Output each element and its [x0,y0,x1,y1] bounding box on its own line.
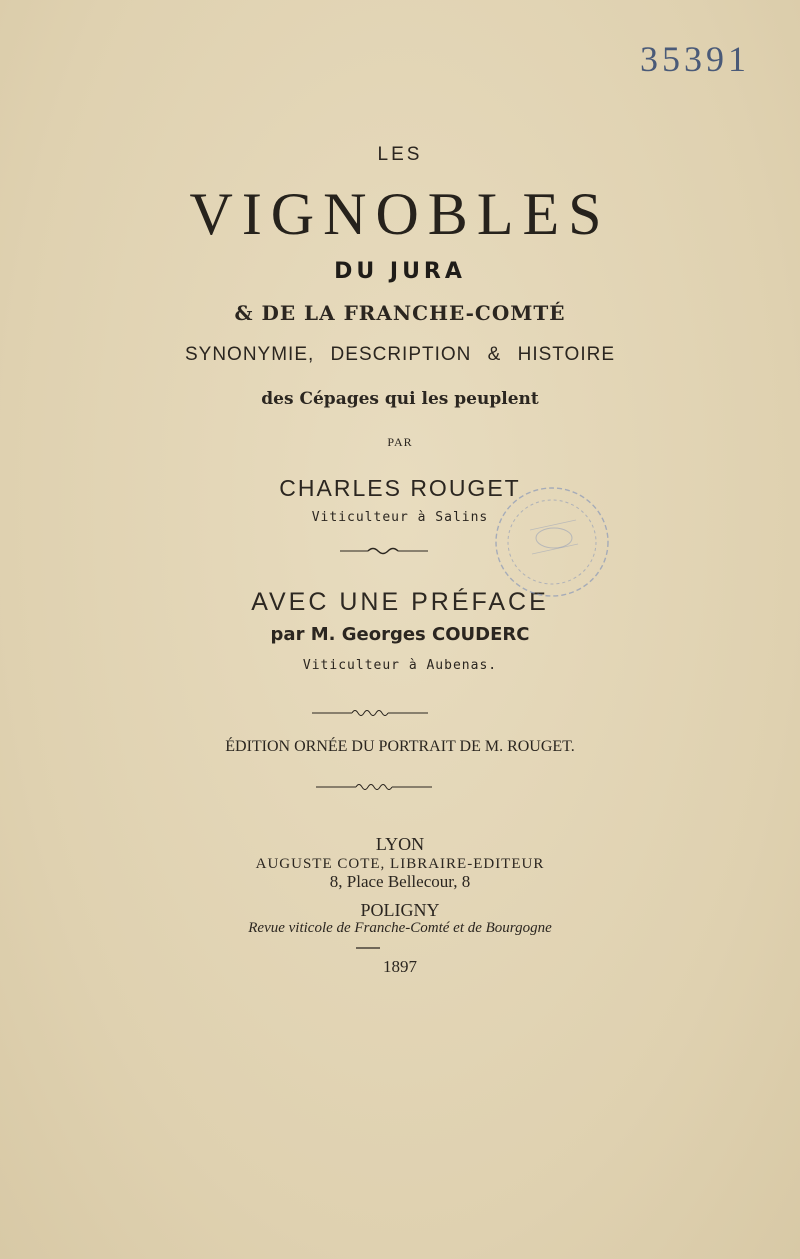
imprint-city-poligny: POLIGNY [360,900,440,920]
shelfmark-number: 35391 [640,39,750,79]
imprint-publisher: AUGUSTE COTE, LIBRAIRE-EDITEUR [255,856,545,872]
subtitle-synonymie: SYNONYMIE, DESCRIPTION & HISTOIRE [184,344,616,365]
author-name: CHARLES ROUGET [279,475,521,501]
edition-note: ÉDITION ORNÉE DU PORTRAIT DE M. ROUGET. [225,738,575,755]
by-label: PAR [387,435,413,449]
publication-year: 1897 [383,957,417,976]
ornament-divider-1 [340,545,430,557]
title-du-jura: DU JURA [334,259,466,284]
library-stamp-icon [490,480,614,604]
year-rule [356,946,380,950]
imprint-city-lyon: LYON [375,834,425,854]
imprint-revue: Revue viticole de Franche-Comté et de Bourgogne [248,920,552,936]
ornament-divider-2 [312,706,430,718]
author-role: Viticulteur à Salins [311,510,489,525]
title-article: LES [377,144,423,165]
subtitle-cepages: des Cépages qui les peuplent [261,389,539,409]
title-franche-comte: & DE LA FRANCHE-COMTÉ [234,301,566,325]
preface-heading: AVEC UNE PRÉFACE [251,588,549,616]
preface-author-role: Viticulteur à Aubenas. [302,658,498,673]
imprint-address: 8, Place Bellecour, 8 [329,872,471,891]
preface-author: par M. Georges COUDERC [270,624,530,645]
main-title: VIGNOBLES [189,181,611,247]
ornament-divider-3 [316,780,434,792]
